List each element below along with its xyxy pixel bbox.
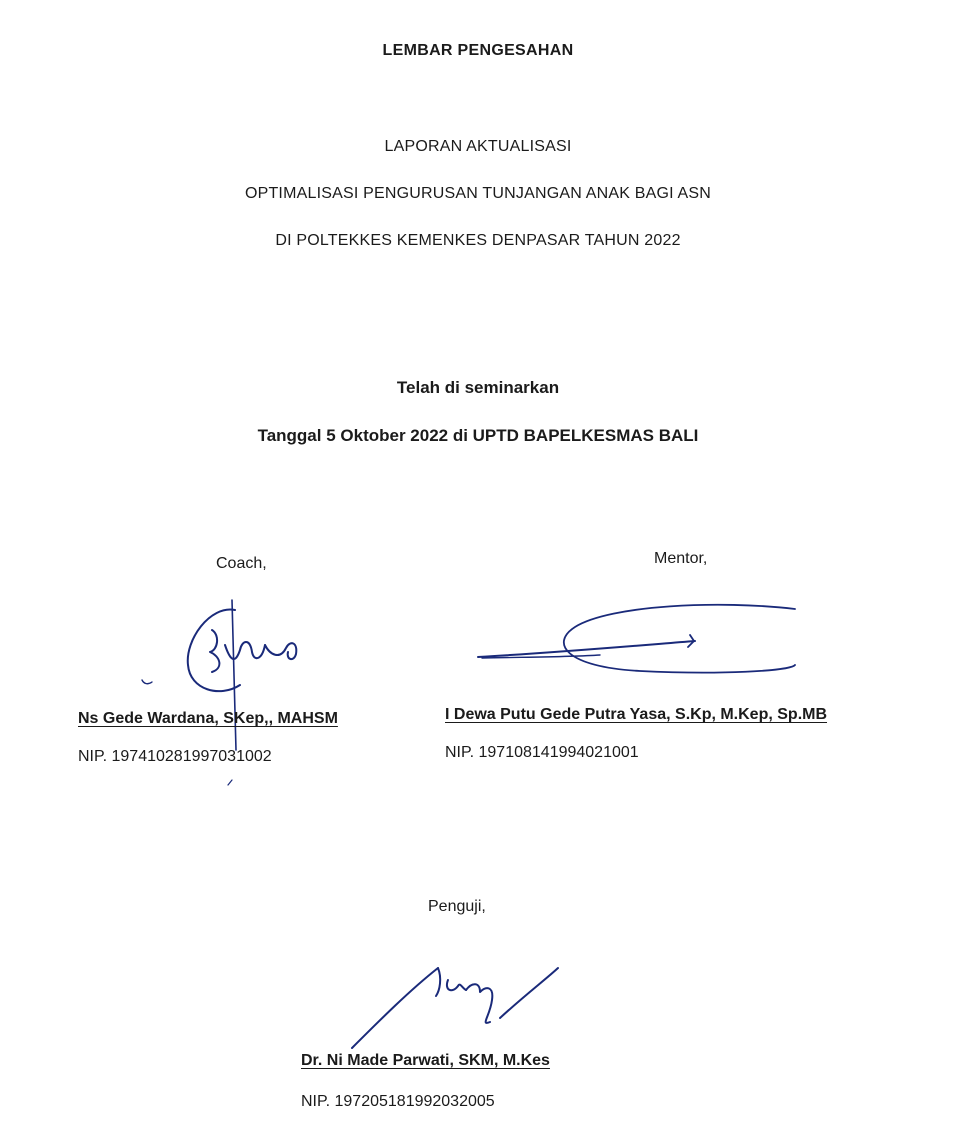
- coach-role-label: Coach,: [216, 555, 267, 572]
- coach-signature: [140, 590, 340, 800]
- examiner-signature: [340, 960, 570, 1060]
- examiner-role-label: Penguji,: [428, 898, 486, 915]
- report-title-line-2: DI POLTEKKES KEMENKES DENPASAR TAHUN 2022: [275, 232, 681, 249]
- coach-nip: NIP. 197410281997031002: [78, 748, 272, 765]
- mentor-nip: NIP. 197108141994021001: [445, 744, 639, 761]
- seminar-statement: Telah di seminarkan: [396, 378, 560, 397]
- seminar-date-place: Tanggal 5 Oktober 2022 di UPTD BAPELKESMAS BALI: [257, 426, 699, 445]
- examiner-name: Dr. Ni Made Parwati, SKM, M.Kes: [301, 1052, 550, 1069]
- page-heading: LEMBAR PENGESAHAN: [382, 42, 574, 59]
- examiner-nip: NIP. 197205181992032005: [301, 1093, 495, 1110]
- report-title-line-1: OPTIMALISASI PENGURUSAN TUNJANGAN ANAK BAGI ASN: [244, 185, 712, 202]
- mentor-role-label: Mentor,: [654, 550, 708, 567]
- mentor-name: I Dewa Putu Gede Putra Yasa, S.Kp, M.Kep, Sp.MB: [445, 706, 828, 723]
- mentor-signature: [470, 595, 810, 685]
- report-type: LAPORAN AKTUALISASI: [384, 138, 572, 155]
- coach-name: Ns Gede Wardana, SKep,, MAHSM: [78, 710, 338, 727]
